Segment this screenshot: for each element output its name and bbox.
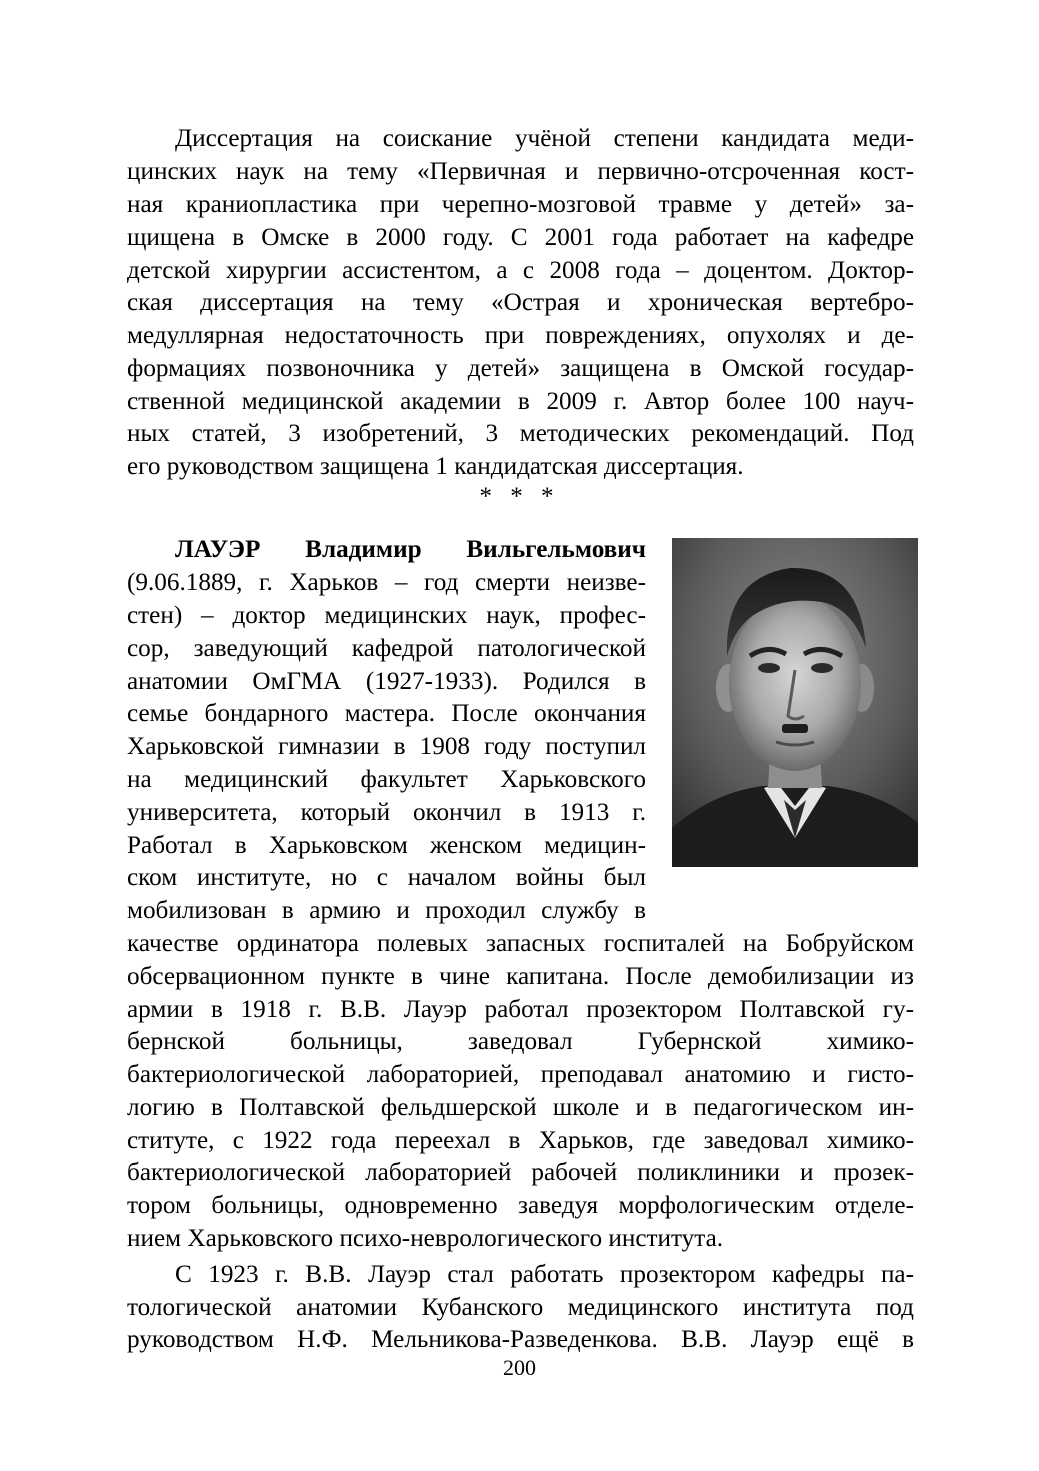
- text-line: формациях позвоночника у детей» защищена в Омской государ-: [127, 355, 914, 382]
- text-line: нием Харьковского психо-неврологического института.: [127, 1225, 724, 1252]
- text-line: бактериологической лабораторией, преподавал анатомию и гисто-: [127, 1061, 914, 1088]
- text-line: ственной медицинской академии в 2009 г. Автор более 100 науч-: [127, 388, 914, 415]
- text-line: С 1923 г. В.В. Лауэр стал работать прозектором кафедры па-: [175, 1261, 914, 1288]
- text-line: ском институте, но с началом войны был: [127, 864, 646, 891]
- text-line: на медицинский факультет Харьковского: [127, 766, 646, 793]
- text-line: анатомии ОмГМА (1927-1933). Родился в: [127, 668, 646, 695]
- text-line: его руководством защищена 1 кандидатская диссертация.: [127, 453, 744, 480]
- section-separator: * * *: [479, 483, 560, 510]
- text-line: тором больницы, одновременно заведуя морфологическим отделе-: [127, 1192, 914, 1219]
- text-line: Харьковской гимназии в 1908 году поступил: [127, 733, 646, 760]
- page-number: 200: [503, 1355, 536, 1380]
- text-line: Диссертация на соискание учёной степени кандидата меди-: [175, 125, 914, 152]
- text-line: ных статей, 3 изобретений, 3 методических рекомендаций. Под: [127, 420, 914, 447]
- text-line: детской хирургии ассистентом, а с 2008 года – доцентом. Доктор-: [127, 257, 914, 284]
- text-line: обсервационном пункте в чине капитана. После демобилизации из: [127, 963, 914, 990]
- bio-name: ЛАУЭР Владимир Вильгельмович: [175, 536, 646, 563]
- text-line: ная краниопластика при черепно-мозговой травме у детей» за-: [127, 191, 914, 218]
- text-line: ституте, с 1922 года переехал в Харьков, где заведовал химико-: [127, 1127, 914, 1154]
- text-line: мобилизован в армию и проходил службу в: [127, 897, 646, 924]
- text-line: качестве ординатора полевых запасных госпиталей на Бобруйском: [127, 930, 914, 957]
- text-line: щищена в Омске в 2000 году. С 2001 года работает на кафедре: [127, 224, 914, 251]
- text-line: тологической анатомии Кубанского медицинского института под: [127, 1294, 914, 1321]
- text-line: цинских наук на тему «Первичная и первично-отсроченная кост-: [127, 158, 914, 185]
- text-line: сор, заведующий кафедрой патологической: [127, 635, 646, 662]
- text-line: медуллярная недостаточность при повреждениях, опухолях и де-: [127, 322, 914, 349]
- text-line: логию в Полтавской фельдшерской школе и в педагогическом ин-: [127, 1094, 914, 1121]
- text-line: стен) – доктор медицинских наук, профес-: [127, 602, 646, 629]
- text-line: университета, который окончил в 1913 г.: [127, 799, 646, 826]
- text-line: семье бондарного мастера. После окончания: [127, 700, 646, 727]
- text-line: (9.06.1889, г. Харьков – год смерти неизве-: [127, 569, 646, 596]
- text-line: Работал в Харьковском женском медицин-: [127, 832, 646, 859]
- portrait-photo: [672, 538, 918, 867]
- text-line: бернской больницы, заведовал Губернской химико-: [127, 1028, 914, 1055]
- text-line: армии в 1918 г. В.В. Лауэр работал прозектором Полтавской гу-: [127, 996, 914, 1023]
- text-line: бактериологической лабораторией рабочей поликлиники и прозек-: [127, 1159, 914, 1186]
- text-line: руководством Н.Ф. Мельникова-Разведенкова. В.В. Лауэр ещё в: [127, 1326, 914, 1353]
- text-line: ская диссертация на тему «Острая и хроническая вертебро-: [127, 289, 914, 316]
